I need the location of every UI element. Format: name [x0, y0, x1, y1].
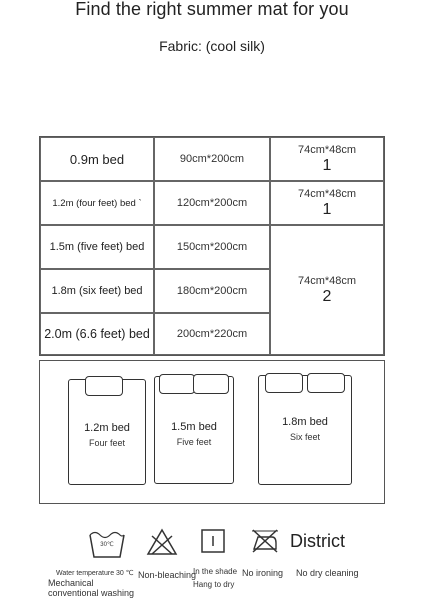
- no-bleach-text: Non-bleaching: [138, 570, 197, 580]
- no-dry-clean-text: No dry cleaning: [296, 568, 359, 578]
- mat-cell-merged: [270, 225, 384, 355]
- pillow-icon: [159, 374, 195, 394]
- mat-size: 74cm*48cm: [297, 143, 357, 156]
- mat-cell: [270, 181, 384, 225]
- table-row-dims: [154, 225, 270, 269]
- mat-count: 1: [322, 200, 332, 218]
- pillow-icon: [265, 373, 303, 393]
- no-iron-icon: [250, 527, 280, 560]
- wash-tub-icon: [88, 527, 126, 566]
- bed-dimensions: 150cm*200cm: [176, 241, 248, 253]
- mat-size: 74cm*48cm: [297, 274, 357, 287]
- table-row-bed: [40, 313, 154, 355]
- bed-size-label: 1.8m bed: [282, 416, 328, 428]
- bed-dimensions: 90cm*200cm: [179, 153, 245, 165]
- bed-feet-label: Five feet: [176, 437, 212, 447]
- table-row-bed: [40, 269, 154, 313]
- bed-label: 1.8m (six feet) bed: [51, 285, 143, 297]
- mat-count: 1: [322, 156, 332, 174]
- bed-dimensions: 180cm*200cm: [176, 285, 248, 297]
- shade-line2: Hang to dry: [193, 580, 235, 589]
- bed-drawing-small: [68, 379, 146, 485]
- pillow-icon: [85, 376, 123, 396]
- bed-label: 2.0m (6.6 feet) bed: [44, 327, 150, 341]
- bed-illustrations: [39, 360, 385, 504]
- table-row-dims: [154, 269, 270, 313]
- table-row-dims: [154, 137, 270, 181]
- wash-line2: conventional washing: [48, 588, 135, 598]
- table-row-bed: [40, 137, 154, 181]
- mat-cell: [270, 137, 384, 181]
- wash-line1: Mechanical: [48, 578, 94, 588]
- wash-temp-text: Water temperature 30 ℃: [56, 570, 134, 577]
- fabric-label: Fabric: (cool silk): [159, 38, 265, 54]
- bed-label: 0.9m bed: [69, 151, 125, 167]
- bed-dimensions: 200cm*220cm: [176, 328, 248, 340]
- no-bleach-icon: [146, 528, 178, 561]
- no-iron-text: No ironing: [242, 568, 284, 578]
- table-row-bed: [40, 225, 154, 269]
- bed-drawing-large: [258, 375, 352, 485]
- mat-count: 2: [322, 287, 332, 305]
- bed-label: 1.2m (four feet) bed `: [52, 197, 142, 209]
- table-row-dims: [154, 181, 270, 225]
- size-table: [39, 136, 385, 356]
- mat-size: 74cm*48cm: [297, 187, 357, 200]
- wash-temp-badge: 30℃: [100, 542, 114, 548]
- bed-feet-label: Four feet: [88, 438, 126, 448]
- bed-label: 1.5m (five feet) bed: [49, 241, 145, 253]
- bed-dimensions: 120cm*200cm: [176, 197, 248, 209]
- table-row-bed: [40, 181, 154, 225]
- pillow-icon: [307, 373, 345, 393]
- pillow-icon: [193, 374, 229, 394]
- bed-size-label: 1.5m bed: [171, 421, 217, 433]
- bed-drawing-medium: [154, 376, 234, 484]
- table-row-dims: [154, 313, 270, 355]
- hang-dry-icon: [201, 529, 225, 558]
- district-label: District: [290, 531, 345, 551]
- page-title: Find the right summer mat for you: [75, 0, 349, 19]
- bed-feet-label: Six feet: [289, 432, 320, 442]
- bed-size-label: 1.2m bed: [84, 422, 130, 434]
- shade-line1: In the shade: [193, 567, 238, 576]
